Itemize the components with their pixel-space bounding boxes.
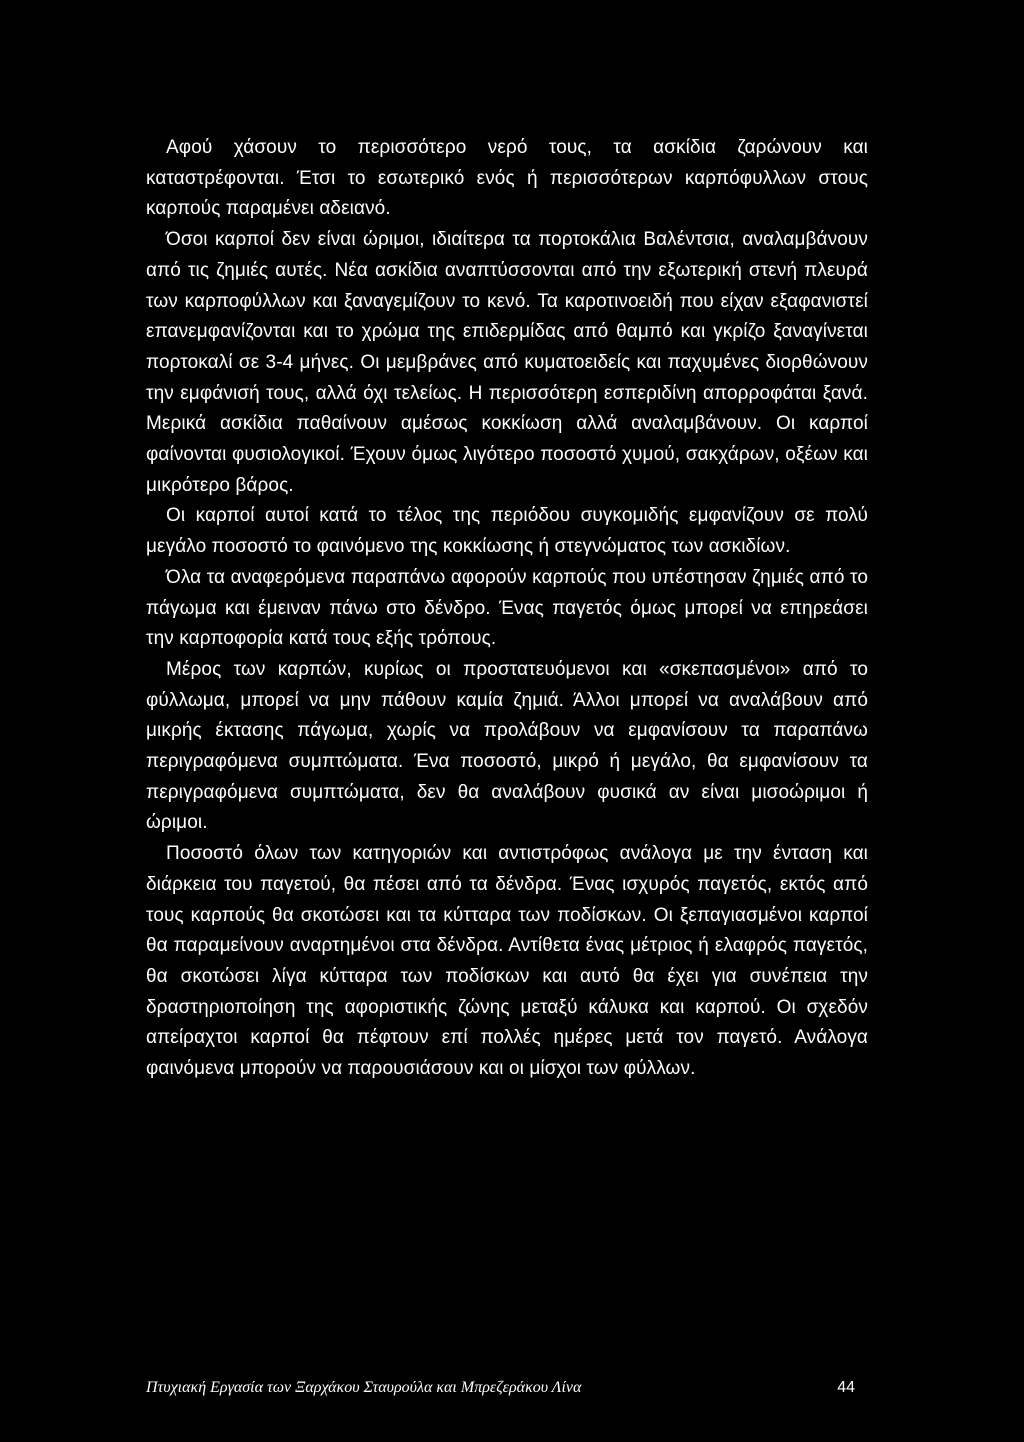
paragraph-3: Οι καρποί αυτοί κατά το τέλος της περιόδου συγκομιδής εμφανίζουν σε πολύ μεγάλο ποσοστό το φαινόμενο της κοκκίωσης ή στεγνώματος των ασκιδίων.	[146, 505, 868, 558]
page-footer	[146, 1376, 868, 1400]
paragraph-4: Όλα τα αναφερόμενα παραπάνω αφορούν καρπούς που υπέστησαν ζημιές από το πάγωμα και έμειναν πάνω στο δένδρο. Ένας παγετός όμως μπορεί να επηρεάσει την καρποφορία κατά τους εξής τρόπους.	[146, 566, 868, 650]
paragraph-5: Μέρος των καρπών, κυρίως οι προστατευόμενοι και «σκεπασμένοι» από το φύλλωμα, μπορεί να μην πάθουν καμία ζημιά. Άλλοι μπορεί να αναλάβουν από μικρής έκτασης πάγωμα, χωρίς να προλάβουν να εμφανίσουν τα παραπάνω περιγραφόμενα συμπτώματα. Ένα ποσοστό, μικρό ή μεγάλο, θα εμφανίσουν τα περιγραφόμενα συμπτώματα, δεν θα αναλάβουν φυσικά αν είναι μισοώριμοι ή ώριμοι.	[146, 658, 868, 834]
paragraph-1: Αφού χάσουν το περισσότερο νερό τους, τα ασκίδια ζαρώνουν και καταστρέφονται. Έτσι το εσωτερικό ενός ή περισσότερων καρπόφυλλων στους καρπούς παραμένει αδειανό.	[146, 137, 868, 220]
body-text	[146, 133, 868, 1085]
paragraph-2: Όσοι καρποί δεν είναι ώριμοι, ιδιαίτερα τα πορτοκάλια Βαλέντσια, αναλαμβάνουν από τις ζημιές αυτές. Νέα ασκίδια αναπτύσσονται από την εξωτερική στενή πλευρά των καρποφύλλων και ξαναγεμίζουν το κενό. Τα καροτινοειδή που είχαν εξαφανιστεί επανεμφανίζονται και το χρώμα της επιδερμίδας από θαμπό και γκρίζο ξαναγίνεται πορτοκαλί σε 3-4 μήνες. Οι μεμβράνες από κυματοειδείς και παχυμένες διορθώνουν την εμφάνισή τους, αλλά όχι τελείως. Η περισσότερη εσπεριδίνη απορροφάται ξανά. Μερικά ασκίδια παθαίνουν αμέσως κοκκίωση αλλά αναλαμβάνουν. Οι καρποί φαίνονται φυσιολογικοί. Έχουν όμως λιγότερο ποσοστό χυμού, σακχάρων, οξέων και μικρότερο βάρος.	[146, 229, 868, 496]
page-number: 44	[837, 1379, 855, 1396]
paragraph-6: Ποσοστό όλων των κατηγοριών και αντιστρόφως ανάλογα με την ένταση και διάρκεια του παγετού, θα πέσει από τα δένδρα. Ένας ισχυρός παγετός, εκτός από τους καρπούς θα σκοτώσει και τα κύτταρα των ποδίσκων. Οι ξεπαγιασμένοι καρποί θα παραμείνουν αναρτημένοι στα δένδρα. Αντίθετα ένας μέτριος ή ελαφρός παγετός, θα σκοτώσει λίγα κύτταρα των ποδίσκων και αυτό θα έχει για συνέπεια την δραστηριοποίηση της αφοριστικής ζώνης μεταξύ κάλυκα και καρπού. Οι σχεδόν απείραχτοι καρποί θα πέφτουν επί πολλές ημέρες μετά τον παγετό. Ανάλογα φαινόμενα μπορούν να παρουσιάσουν και οι μίσχοι των φύλλων.	[146, 843, 868, 1080]
footer-text: Πτυχιακή Εργασία των Ξαρχάκου Σταυρούλα και Μπρεζεράκου Λίνα	[146, 1379, 582, 1396]
